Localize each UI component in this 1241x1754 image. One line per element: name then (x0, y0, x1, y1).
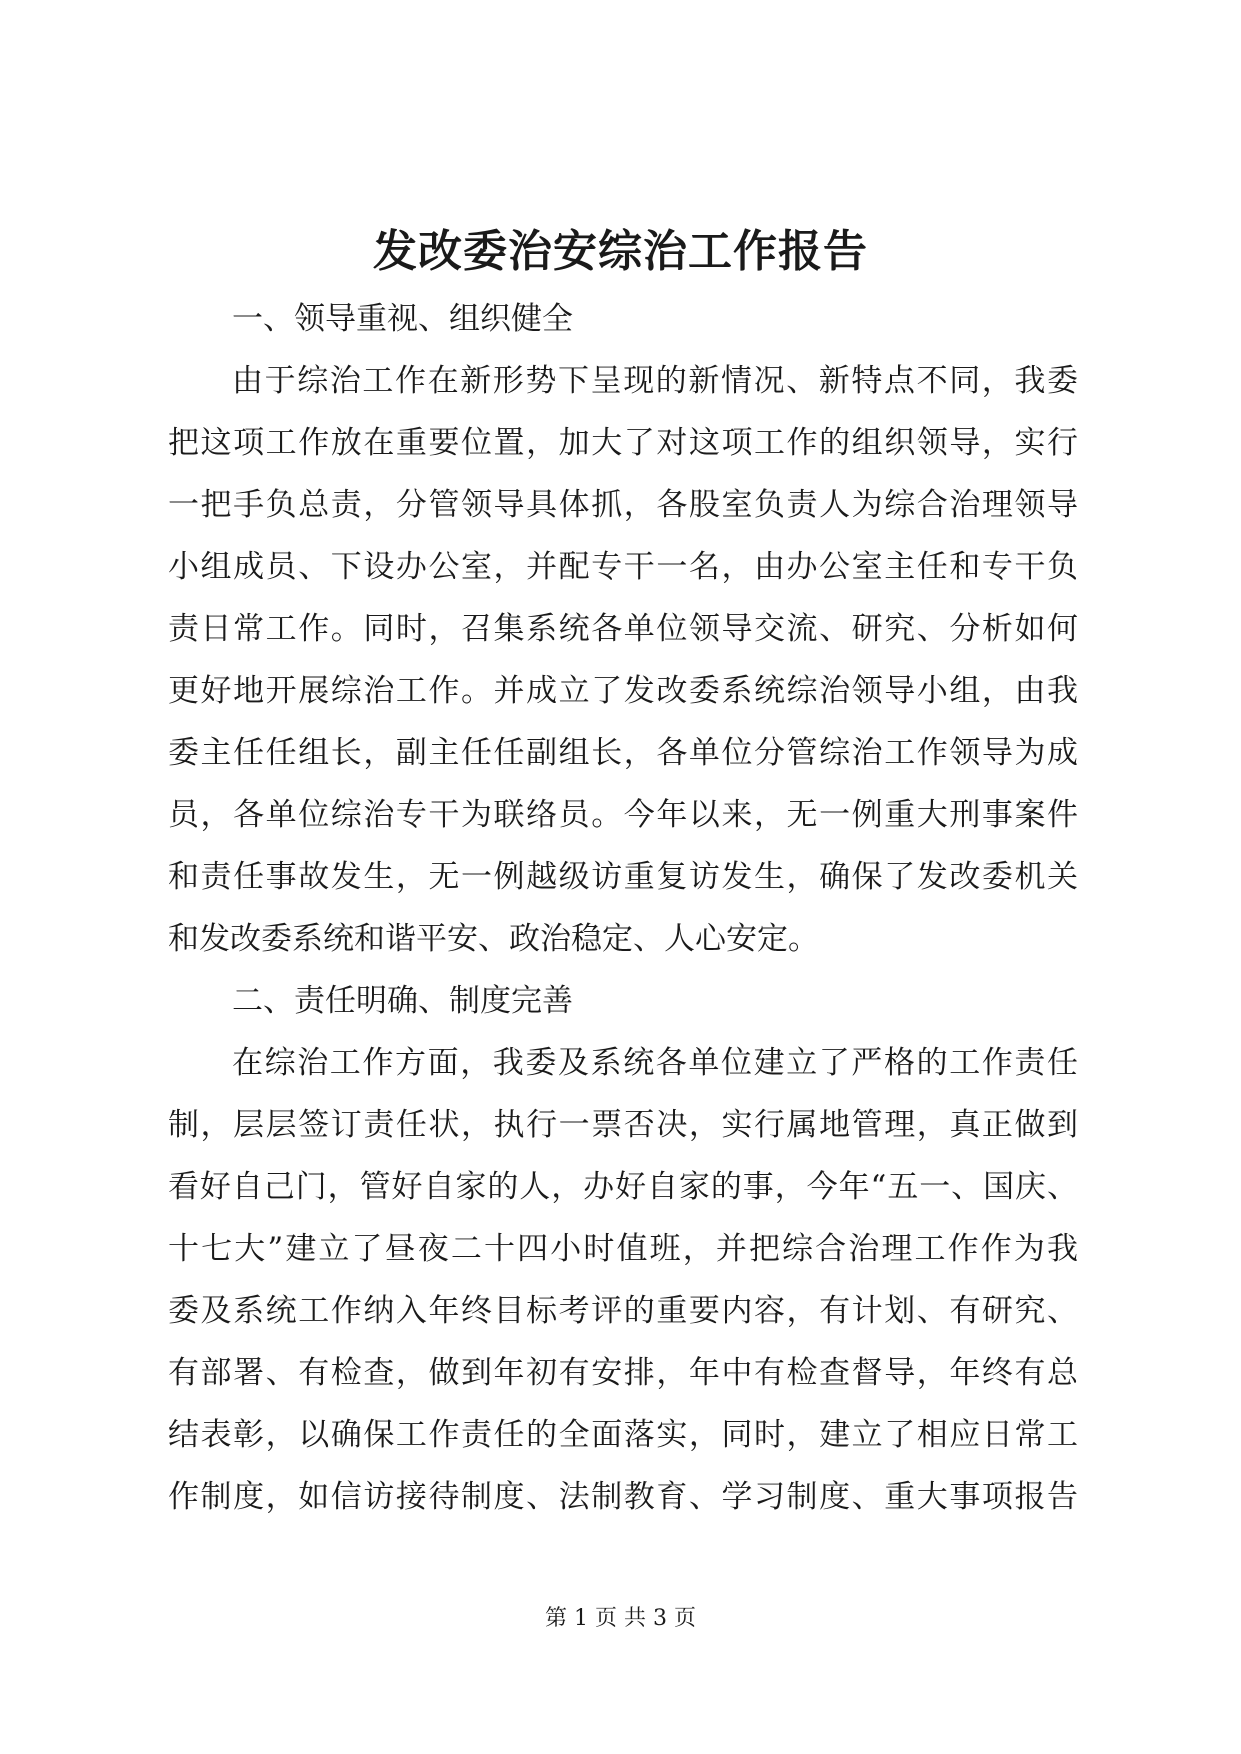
page-indicator: 第 1 页 共 3 页 (545, 1606, 696, 1631)
paragraph-line: 十七大”建立了昼夜二十四小时值班，并把综合治理工作作为我 (168, 1231, 1078, 1267)
paragraph-line: 结表彰，以确保工作责任的全面落实，同时，建立了相应日常工 (168, 1417, 1078, 1453)
paragraph-line: 更好地开展综治工作。并成立了发改委系统综治领导小组，由我 (168, 673, 1078, 709)
paragraph-line: 和发改委系统和谐平安、政治稳定、人心安定。 (168, 921, 819, 957)
paragraph-line: 制，层层签订责任状，执行一票否决，实行属地管理，真正做到 (168, 1107, 1078, 1143)
document-title: 发改委治安综治工作报告 (373, 226, 868, 277)
paragraph-line: 责日常工作。同时，召集系统各单位领导交流、研究、分析如何 (168, 611, 1078, 647)
paragraph-line: 在综治工作方面，我委及系统各单位建立了严格的工作责任 (232, 1045, 1078, 1081)
paragraph-line: 看好自己门，管好自家的人，办好自家的事，今年“五一、国庆、 (168, 1169, 1078, 1205)
paragraph-line: 把这项工作放在重要位置，加大了对这项工作的组织领导，实行 (168, 425, 1078, 461)
paragraph-line: 和责任事故发生，无一例越级访重复访发生，确保了发改委机关 (168, 859, 1078, 895)
paragraph-line: 员，各单位综治专干为联络员。今年以来，无一例重大刑事案件 (168, 797, 1078, 833)
section-heading: 一、领导重视、组织健全 (232, 301, 573, 337)
paragraph-line: 作制度，如信访接待制度、法制教育、学习制度、重大事项报告 (168, 1479, 1078, 1515)
paragraph-line: 小组成员、下设办公室，并配专干一名，由办公室主任和专干负 (168, 549, 1078, 585)
paragraph-line: 委主任任组长，副主任任副组长，各单位分管综治工作领导为成 (168, 735, 1078, 771)
section-heading: 二、责任明确、制度完善 (232, 983, 573, 1019)
paragraph-line: 委及系统工作纳入年终目标考评的重要内容，有计划、有研究、 (168, 1293, 1078, 1329)
paragraph-line: 由于综治工作在新形势下呈现的新情况、新特点不同，我委 (232, 363, 1078, 399)
paragraph-line: 一把手负总责，分管领导具体抓，各股室负责人为综合治理领导 (168, 487, 1078, 523)
paragraph-line: 有部署、有检查，做到年初有安排，年中有检查督导，年终有总 (168, 1355, 1078, 1391)
document-body (168, 288, 1078, 1528)
